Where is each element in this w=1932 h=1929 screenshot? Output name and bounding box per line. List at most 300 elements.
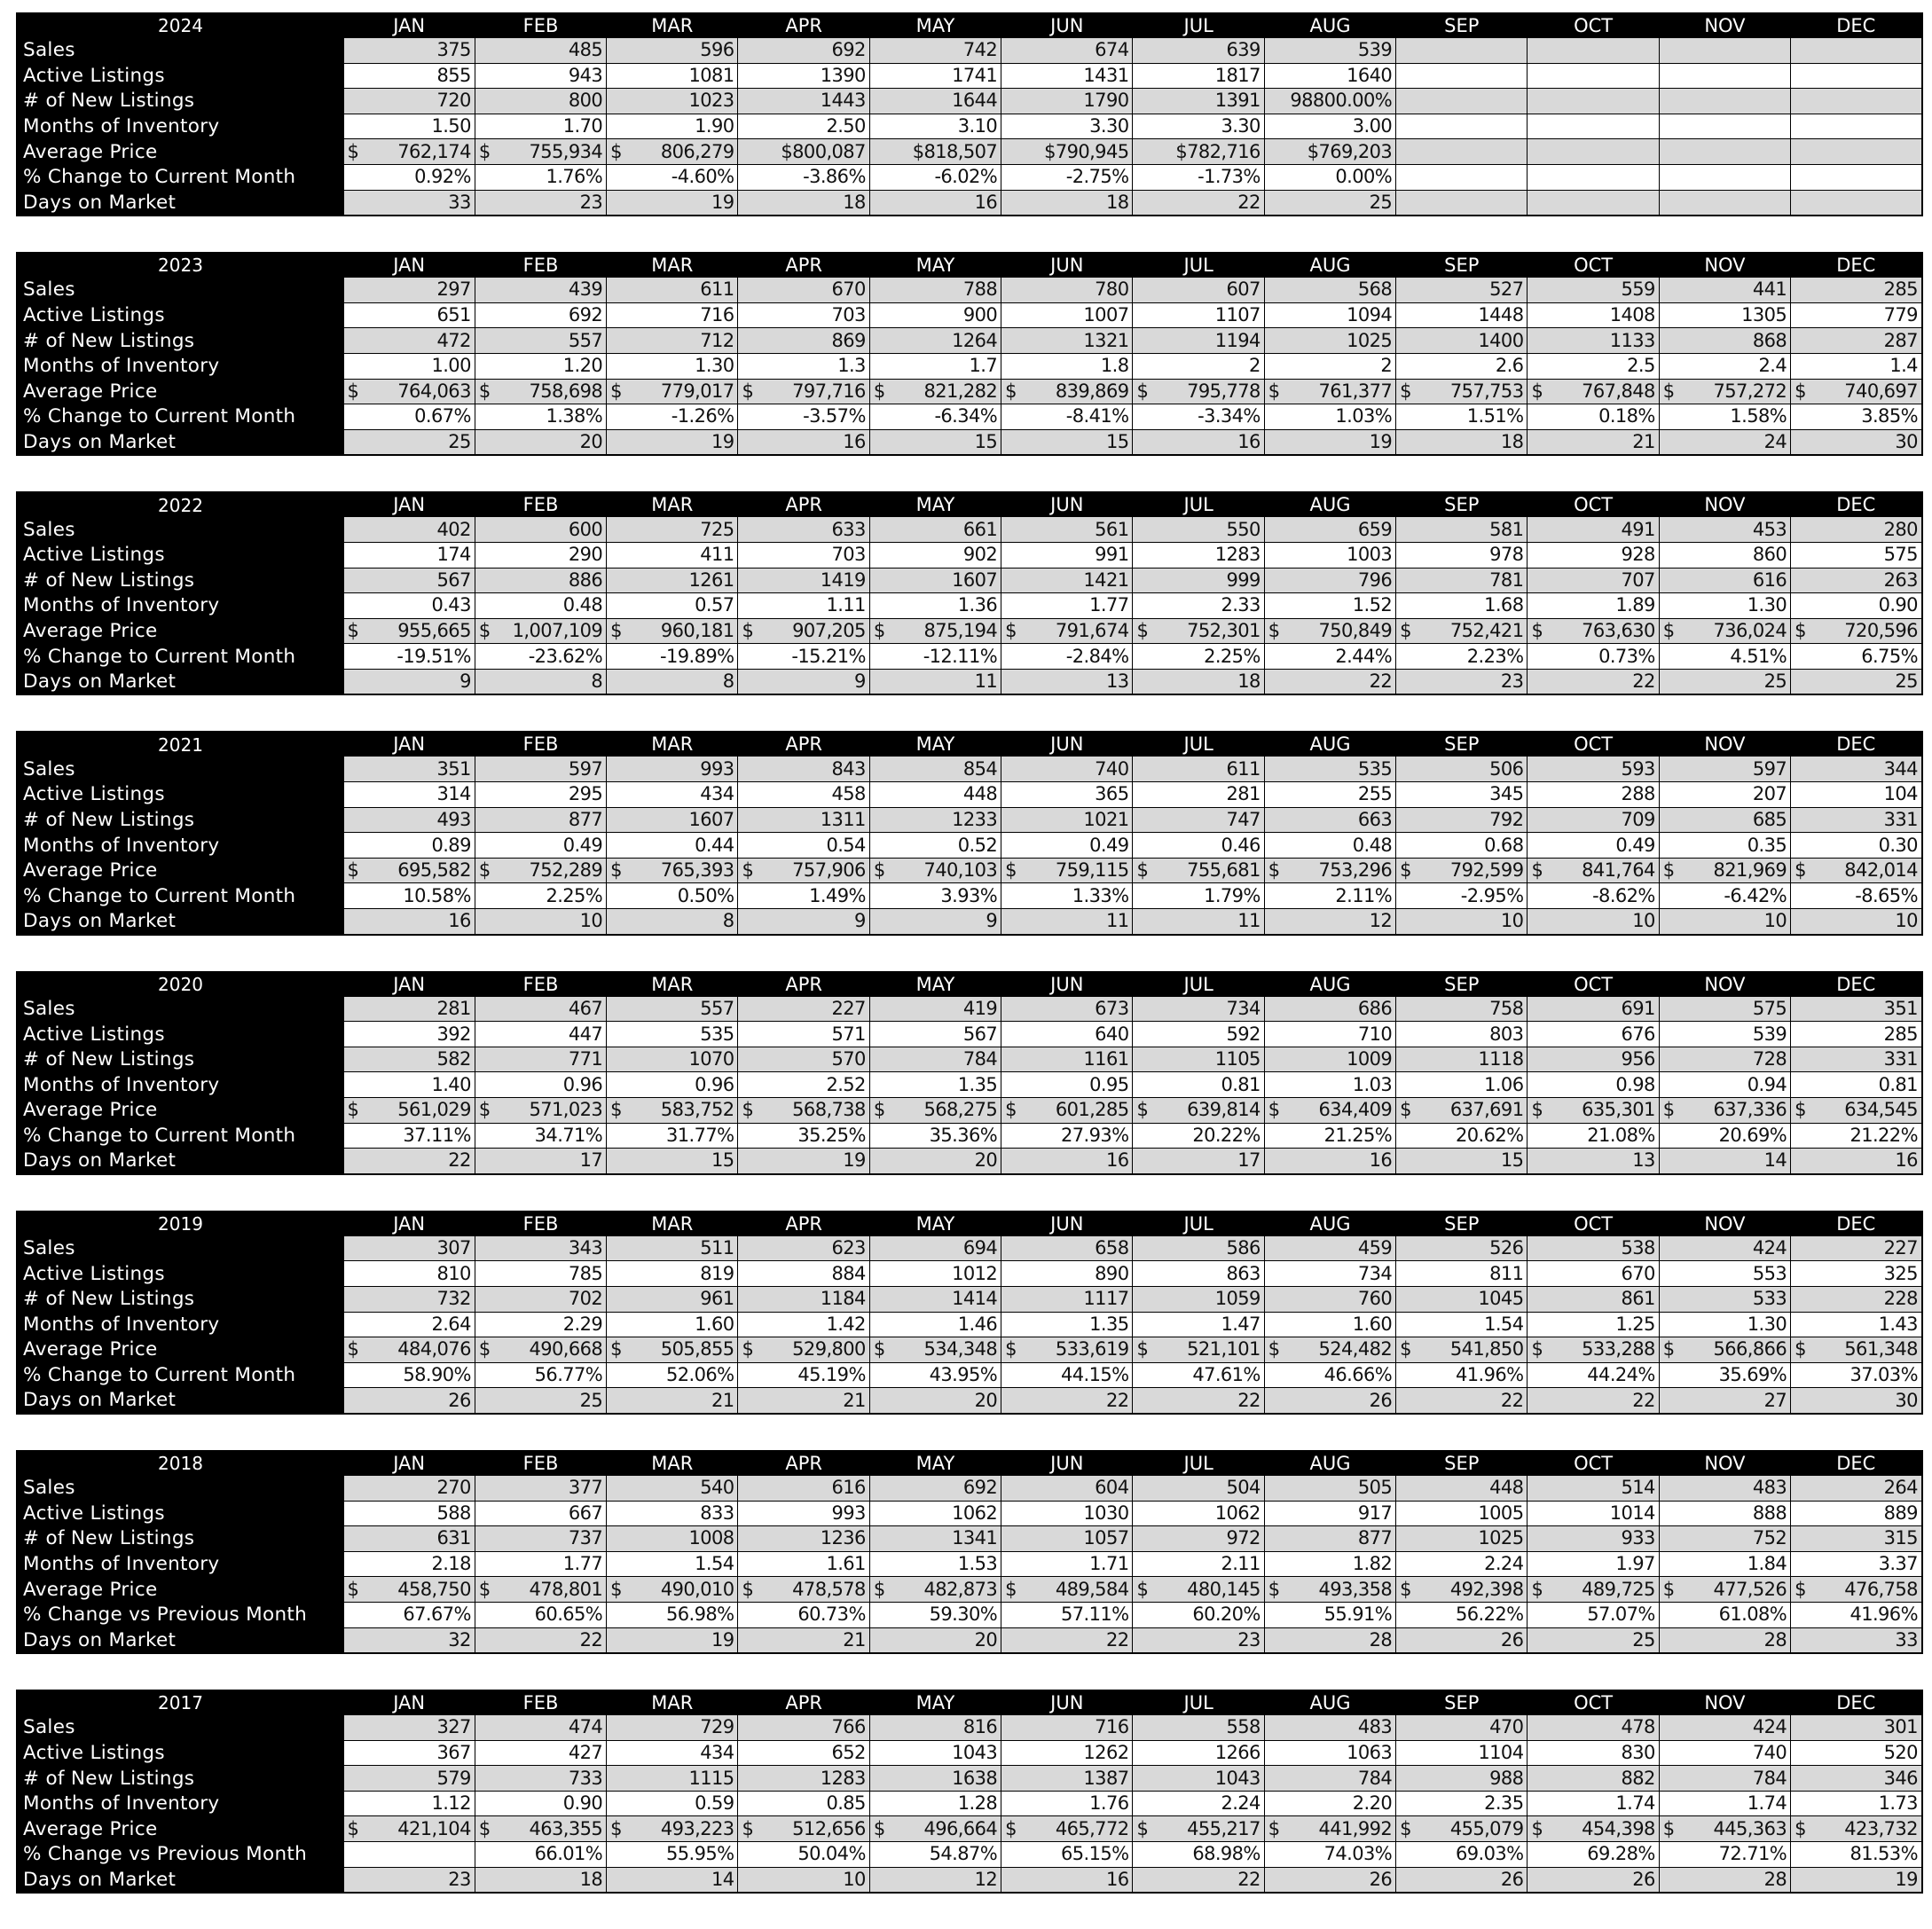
table-cell — [1396, 833, 1528, 859]
cell-value: 22 — [1500, 1389, 1524, 1411]
month-header: AUG — [1264, 972, 1395, 997]
cell-value: 568,275 — [923, 1099, 998, 1121]
table-cell — [738, 164, 869, 190]
cell-value: 740,103 — [923, 859, 998, 882]
table-cell — [1001, 278, 1133, 303]
table-cell — [1791, 996, 1922, 1022]
month-header: FEB — [475, 972, 606, 997]
cell-value: 27 — [1763, 1389, 1787, 1411]
month-header: DEC — [1791, 253, 1922, 278]
cell-value: -12.11% — [923, 645, 998, 667]
cell-value: 69.28% — [1587, 1843, 1655, 1865]
table-cell — [475, 1740, 606, 1766]
table-cell — [1133, 542, 1264, 568]
table-cell — [475, 996, 606, 1022]
table-cell — [738, 1312, 869, 1337]
cell-value: 861 — [1621, 1288, 1655, 1310]
currency-sign: $ — [478, 1578, 491, 1600]
table-cell — [1264, 909, 1395, 935]
currency-sign: $ — [1400, 380, 1411, 402]
currency-sign: $ — [742, 1817, 754, 1839]
table-cell — [1396, 190, 1528, 216]
table-cell — [1791, 618, 1922, 644]
table-cell — [343, 1577, 475, 1603]
table-cell — [1528, 1791, 1659, 1816]
month-header: AUG — [1264, 253, 1395, 278]
table-cell — [1791, 1149, 1922, 1174]
cell-value: 60.20% — [1192, 1604, 1261, 1626]
cell-value: 482,873 — [923, 1578, 998, 1600]
table-cell — [1528, 568, 1659, 593]
table-cell — [1264, 1766, 1395, 1792]
currency-sign: $ — [1268, 619, 1280, 641]
table-cell — [607, 139, 738, 165]
table-cell — [475, 517, 606, 543]
cell-value: 1.54 — [695, 1553, 734, 1575]
table-cell — [1001, 1312, 1133, 1337]
table-cell — [343, 1388, 475, 1414]
table-cell — [607, 379, 738, 404]
table-cell — [607, 782, 738, 808]
table-cell — [343, 404, 475, 430]
table-cell — [1133, 404, 1264, 430]
row-label: Months of Inventory — [17, 114, 343, 139]
table-cell — [1791, 1098, 1922, 1124]
cell-value: 764,063 — [397, 380, 471, 402]
month-header: JAN — [343, 1451, 475, 1476]
table-cell — [607, 542, 738, 568]
cell-value: 227 — [831, 997, 866, 1019]
table-cell — [869, 164, 1001, 190]
cell-value: 877 — [1357, 1527, 1393, 1549]
cell-value: 819 — [700, 1262, 734, 1284]
table-cell — [475, 38, 606, 64]
month-header: MAY — [869, 13, 1001, 38]
table-row — [17, 568, 1922, 593]
cell-value: 581 — [1489, 518, 1524, 540]
table-cell — [607, 644, 738, 670]
cell-value: 792 — [1489, 808, 1524, 830]
table-cell — [1264, 139, 1395, 165]
table-cell — [475, 1261, 606, 1287]
cell-value: 702 — [568, 1288, 603, 1310]
table-cell — [1001, 89, 1133, 114]
table-cell — [1264, 1842, 1395, 1868]
cell-value: 526 — [1489, 1237, 1524, 1259]
table-cell — [1264, 782, 1395, 808]
cell-value: 0.44 — [695, 834, 734, 856]
table-cell — [1659, 807, 1790, 833]
table-cell — [1001, 807, 1133, 833]
table-cell — [1659, 996, 1790, 1022]
month-header: MAY — [869, 492, 1001, 517]
table-cell — [1264, 568, 1395, 593]
table-cell — [1528, 429, 1659, 455]
cell-value: 447 — [568, 1023, 603, 1045]
cell-value: 472 — [436, 329, 471, 351]
table-cell — [1659, 1501, 1790, 1526]
table-cell — [1264, 757, 1395, 782]
cell-value: 1.11 — [826, 594, 866, 616]
table-cell — [1528, 1867, 1659, 1893]
cell-value: 784 — [962, 1048, 998, 1070]
table-cell — [1659, 1627, 1790, 1653]
cell-value: 596 — [700, 39, 734, 61]
table-cell — [738, 996, 869, 1022]
currency-sign: $ — [478, 1338, 491, 1360]
currency-sign: $ — [1531, 1099, 1543, 1121]
row-label: % Change to Current Month — [17, 644, 343, 670]
cell-value: 561,348 — [1844, 1338, 1918, 1360]
table-cell — [738, 1867, 869, 1893]
year-table-2021 — [16, 731, 1923, 935]
cell-value: 757,753 — [1449, 380, 1524, 402]
cell-value: 81.53% — [1850, 1843, 1918, 1865]
table-cell — [1396, 1072, 1528, 1098]
table-cell — [869, 593, 1001, 619]
table-cell — [607, 429, 738, 455]
table-cell — [1001, 858, 1133, 883]
cell-value: 427 — [568, 1741, 603, 1763]
table-cell — [1528, 1362, 1659, 1388]
table-row — [17, 190, 1922, 216]
table-cell — [738, 89, 869, 114]
cell-value: 15 — [1105, 431, 1129, 453]
table-cell — [1528, 996, 1659, 1022]
table-cell — [1791, 353, 1922, 379]
cell-value: 1.28 — [957, 1792, 998, 1815]
cell-value: 972 — [1226, 1527, 1261, 1549]
table-cell — [607, 1475, 738, 1501]
table-cell — [738, 1388, 869, 1414]
table-cell — [1528, 1501, 1659, 1526]
table-cell — [1264, 429, 1395, 455]
cell-value: 1118 — [1478, 1048, 1524, 1070]
table-cell — [607, 38, 738, 64]
cell-value: 961 — [700, 1288, 734, 1310]
row-label: # of New Listings — [17, 1047, 343, 1072]
table-cell — [1133, 1602, 1264, 1627]
cell-value: 685 — [1752, 808, 1787, 830]
month-header: OCT — [1528, 972, 1659, 997]
table-cell — [607, 1842, 738, 1868]
cell-value: 23 — [1237, 1628, 1261, 1651]
cell-value: 480,145 — [1187, 1578, 1261, 1600]
cell-value: 65.15% — [1060, 1843, 1129, 1865]
cell-value: 20 — [974, 1149, 998, 1172]
table-cell — [475, 1235, 606, 1261]
cell-value: 1.89 — [1615, 594, 1655, 616]
cell-value: 0.54 — [826, 834, 866, 856]
month-header: APR — [738, 492, 869, 517]
cell-value: 1644 — [952, 90, 998, 112]
table-cell — [1396, 429, 1528, 455]
currency-sign: $ — [1531, 1817, 1543, 1839]
table-cell — [607, 996, 738, 1022]
cell-value: 13 — [1105, 670, 1129, 693]
currency-sign: $ — [610, 859, 622, 882]
table-cell — [475, 1475, 606, 1501]
cell-value: 463,355 — [529, 1817, 603, 1839]
cell-value: 1025 — [1478, 1527, 1524, 1549]
cell-value: 0.73% — [1598, 645, 1655, 667]
cell-value: -8.65% — [1855, 884, 1918, 906]
month-header: AUG — [1264, 1690, 1395, 1715]
table-cell — [607, 328, 738, 354]
table-cell — [1001, 542, 1133, 568]
table-cell — [738, 1286, 869, 1312]
table-cell — [869, 38, 1001, 64]
cell-value: 270 — [436, 1477, 471, 1499]
cell-value: 439 — [568, 278, 603, 301]
cell-value: 886 — [568, 569, 603, 591]
currency-sign: $ — [873, 1817, 885, 1839]
table-cell — [1396, 302, 1528, 328]
cell-value: 351 — [1883, 997, 1918, 1019]
table-cell — [1396, 858, 1528, 883]
table-cell — [1528, 1123, 1659, 1149]
cell-value: 20.69% — [1718, 1124, 1787, 1146]
table-cell — [1528, 1627, 1659, 1653]
table-cell — [1791, 883, 1922, 909]
cell-value: 716 — [700, 304, 734, 326]
cell-value: 634,409 — [1318, 1099, 1393, 1121]
cell-value: 557 — [700, 997, 734, 1019]
table-cell — [1133, 379, 1264, 404]
table-row — [17, 379, 1922, 404]
table-row — [17, 1022, 1922, 1047]
cell-value: 26 — [1500, 1628, 1524, 1651]
table-cell — [1791, 1312, 1922, 1337]
cell-value: 631 — [436, 1527, 471, 1549]
table-cell — [475, 1867, 606, 1893]
row-label: # of New Listings — [17, 807, 343, 833]
cell-value: 1283 — [820, 1767, 866, 1789]
row-label: Sales — [17, 1715, 343, 1741]
table-cell — [1001, 302, 1133, 328]
table-cell — [1528, 593, 1659, 619]
cell-value: 1.03 — [1352, 1073, 1393, 1095]
cell-value: 0.35 — [1747, 834, 1787, 856]
cell-value: 1.58% — [1730, 405, 1787, 427]
table-cell — [475, 568, 606, 593]
cell-value: 933 — [1621, 1527, 1655, 1549]
cell-value: 9 — [854, 910, 866, 932]
row-label: Days on Market — [17, 190, 343, 216]
cell-value: 692 — [568, 304, 603, 326]
cell-value: 0.00% — [1335, 166, 1393, 188]
table-cell — [869, 139, 1001, 165]
table-row — [17, 833, 1922, 859]
cell-value: 295 — [568, 783, 603, 805]
cell-value: 561 — [1095, 518, 1129, 540]
cell-value: 505 — [1357, 1477, 1393, 1499]
table-cell — [1791, 1501, 1922, 1526]
month-header: MAR — [607, 732, 738, 757]
cell-value: 742 — [962, 39, 998, 61]
table-cell — [1659, 1816, 1790, 1842]
table-cell — [1791, 1740, 1922, 1766]
cell-value: 18 — [1105, 191, 1129, 213]
currency-sign: $ — [1531, 1578, 1543, 1600]
cell-value: $818,507 — [912, 140, 998, 162]
currency-sign: $ — [873, 859, 885, 882]
currency-sign: $ — [347, 380, 359, 402]
cell-value: 67.67% — [403, 1604, 471, 1626]
month-header: APR — [738, 1690, 869, 1715]
cell-value: 0.57 — [695, 594, 734, 616]
cell-value: 297 — [436, 278, 471, 301]
table-cell — [607, 1072, 738, 1098]
table-cell — [1659, 909, 1790, 935]
cell-value: 377 — [568, 1477, 603, 1499]
currency-sign: $ — [1662, 1578, 1675, 1600]
cell-value: 19 — [1895, 1868, 1918, 1890]
table-cell — [1264, 328, 1395, 354]
table-cell — [343, 1072, 475, 1098]
cell-value: 1607 — [952, 569, 998, 591]
cell-value: 1.4 — [1889, 355, 1918, 377]
table-cell — [343, 1261, 475, 1287]
table-cell — [738, 1047, 869, 1072]
cell-value: 21.08% — [1587, 1124, 1655, 1146]
cell-value: 331 — [1883, 1048, 1918, 1070]
table-cell — [1528, 1715, 1659, 1741]
table-cell — [1001, 1842, 1133, 1868]
month-header: MAR — [607, 1212, 738, 1236]
table-cell — [1659, 353, 1790, 379]
cell-value: 854 — [962, 757, 998, 780]
cell-value: 558 — [1226, 1716, 1261, 1738]
cell-value: 21.25% — [1323, 1124, 1393, 1146]
table-cell — [738, 1098, 869, 1124]
table-cell — [343, 63, 475, 89]
table-cell — [1528, 883, 1659, 909]
cell-value: 287 — [1883, 329, 1918, 351]
cell-value: 325 — [1883, 1262, 1918, 1284]
table-cell — [738, 644, 869, 670]
cell-value: 512,656 — [792, 1817, 866, 1839]
currency-sign: $ — [1136, 1578, 1149, 1600]
month-header: FEB — [475, 492, 606, 517]
table-row — [17, 669, 1922, 694]
table-cell — [1133, 1022, 1264, 1047]
month-header: JUL — [1133, 1690, 1264, 1715]
table-cell — [343, 757, 475, 782]
row-label: Days on Market — [17, 1627, 343, 1653]
table-row — [17, 1551, 1922, 1577]
cell-value: 2 — [1249, 355, 1261, 377]
month-header: MAY — [869, 1451, 1001, 1476]
cell-value: 44.15% — [1060, 1364, 1129, 1386]
currency-sign: $ — [1662, 859, 1675, 882]
cell-value: 1741 — [952, 64, 998, 86]
table-row — [17, 1072, 1922, 1098]
cell-value: 315 — [1883, 1527, 1918, 1549]
table-cell — [1791, 1842, 1922, 1868]
table-cell — [1791, 1627, 1922, 1653]
table-cell — [607, 1791, 738, 1816]
table-row — [17, 1312, 1922, 1337]
table-cell — [1001, 1791, 1133, 1816]
cell-value: 1161 — [1083, 1048, 1129, 1070]
table-cell — [1001, 1286, 1133, 1312]
cell-value: 0.94 — [1747, 1073, 1787, 1095]
cell-value: 20.62% — [1455, 1124, 1524, 1146]
table-cell — [738, 353, 869, 379]
table-cell — [607, 1235, 738, 1261]
cell-value: 0.43 — [431, 594, 471, 616]
cell-value: 2.50 — [826, 115, 866, 137]
table-cell — [1791, 278, 1922, 303]
cell-value: 571,023 — [529, 1099, 603, 1121]
table-row — [17, 1526, 1922, 1552]
table-cell — [1528, 1312, 1659, 1337]
table-cell — [1528, 517, 1659, 543]
table-cell — [1659, 858, 1790, 883]
cell-value: 345 — [1489, 783, 1524, 805]
cell-value: 41.96% — [1455, 1364, 1524, 1386]
table-cell — [1001, 404, 1133, 430]
table-cell — [343, 1362, 475, 1388]
table-row — [17, 1501, 1922, 1526]
table-cell — [1264, 1551, 1395, 1577]
cell-value: 639,814 — [1187, 1099, 1261, 1121]
row-label: % Change vs Previous Month — [17, 1602, 343, 1627]
table-cell — [738, 669, 869, 694]
table-cell — [1396, 1816, 1528, 1842]
cell-value: 24 — [1763, 431, 1787, 453]
currency-sign: $ — [347, 859, 359, 882]
table-cell — [869, 328, 1001, 354]
row-label: Sales — [17, 278, 343, 303]
table-cell — [607, 89, 738, 114]
row-label: Average Price — [17, 1816, 343, 1842]
cell-value: 2.18 — [431, 1553, 471, 1575]
cell-value: 21.22% — [1850, 1124, 1918, 1146]
month-header: JUN — [1001, 253, 1133, 278]
table-cell — [475, 593, 606, 619]
table-cell — [607, 1123, 738, 1149]
month-header: JUN — [1001, 972, 1133, 997]
table-cell — [1264, 1740, 1395, 1766]
cell-value: 686 — [1357, 997, 1393, 1019]
table-cell — [1133, 353, 1264, 379]
cell-value: 375 — [436, 39, 471, 61]
cell-value: 860 — [1752, 544, 1787, 566]
table-cell — [1528, 833, 1659, 859]
cell-value: 10 — [1895, 910, 1918, 932]
table-cell — [475, 353, 606, 379]
table-cell — [1133, 1816, 1264, 1842]
table-cell — [1791, 1362, 1922, 1388]
currency-sign: $ — [1662, 1817, 1675, 1839]
cell-value: 734 — [1226, 997, 1261, 1019]
month-header: SEP — [1396, 1690, 1528, 1715]
cell-value: 604 — [1095, 1477, 1129, 1499]
cell-value: 3.10 — [957, 115, 998, 137]
table-cell — [1396, 1261, 1528, 1287]
cell-value: 784 — [1752, 1767, 1787, 1789]
cell-value: 597 — [1752, 757, 1787, 780]
cell-value: 567 — [962, 1023, 998, 1045]
table-cell — [343, 278, 475, 303]
row-label: Average Price — [17, 618, 343, 644]
cell-value: 15 — [711, 1149, 734, 1172]
cell-value: 255 — [1357, 783, 1393, 805]
table-cell — [1659, 883, 1790, 909]
currency-sign: $ — [610, 380, 622, 402]
